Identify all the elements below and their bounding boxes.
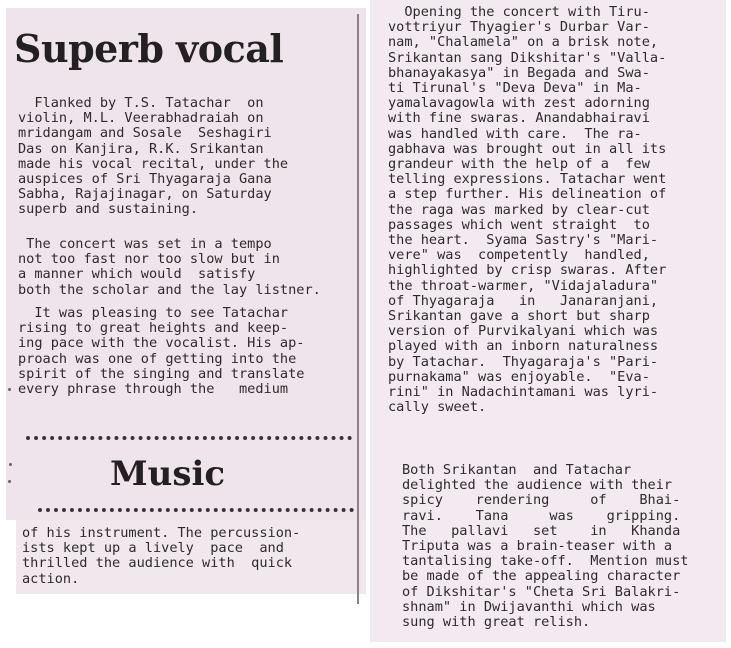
column-rule (357, 14, 359, 604)
paper-speck (8, 388, 11, 391)
right-clipping (370, 0, 726, 642)
left-clipping-continuation (16, 520, 366, 594)
article-paragraph: Both Srikantan and Tatachar delighted the audience with their spicy rendering of Bhai- ravi. Tana was gripping. The pallavi set in Khanda Triputa was a brain-teaser with a tantalising take-off. Mention must be made of the appealing character of Dikshitar's "Cheta Sri Balakri- shnam" in Dwijavanthi which was sung with great relish. (402, 462, 689, 631)
dotted-divider-top (26, 436, 352, 440)
paper-speck (9, 463, 12, 466)
headline-music: Music (110, 454, 226, 494)
article-paragraph: It was pleasing to see Tatachar rising to great heights and keep- ing pace with the vocalist. His ap- proach was one of getting into the spirit of the singing and translate every phrase through the medium (18, 305, 305, 398)
headline-superb-vocal: Superb vocal (14, 26, 284, 71)
dotted-divider-bottom (38, 508, 354, 512)
article-paragraph: Opening the concert with Tiru- vottriyur Thyagier's Durbar Var- nam, "Chalamela" on a brisk note, Srikantan sang Dikshitar's "Valla- bhanayakasya" in Begada and Swa- ti Tirunal's "Deva Deva" in Ma- yamalavagowla with zest adorning with fine swaras. Anandabhairavi was handled with care. The ra- gabhava was brought out in all its grandeur with the help of a few telling expressions. Tatachar went a step further. His delineation of the raga was marked by clear-cut passages which went straight to the heart. Syama Sastry's "Mari- vere" was competently handled, highlighted by crisp swaras. After the throat-warmer, "Vidajaladura" of Thyagaraja in Janaranjani, Srikantan gave a short but sharp version of Purvikalyani which was played with an inborn naturalness by Tatachar. Thyagaraja's "Pari- purnakama" was enjoyable. "Eva- rini" in Nadachintamani was lyri- cally sweet. (388, 4, 667, 416)
article-paragraph: The concert was set in a tempo not too fast nor too slow but in a manner which would satisfy both the scholar and the lay listner. (18, 236, 321, 298)
article-paragraph: Flanked by T.S. Tatachar on violin, M.L. Veerabhadraiah on mridangam and Sosale Seshagiri Das on Kanjira, R.K. Srikantan made his vocal recital, under the auspices of Sri Thyagaraja Gana Sabha, Rajajinagar, on Saturday superb and sustaining. (18, 95, 289, 218)
left-clipping-upper (6, 8, 366, 520)
paper-speck (8, 480, 11, 483)
article-paragraph-continuation: of his instrument. The percussion- ists kept up a lively pace and thrilled the audience with quick action. (22, 525, 301, 587)
